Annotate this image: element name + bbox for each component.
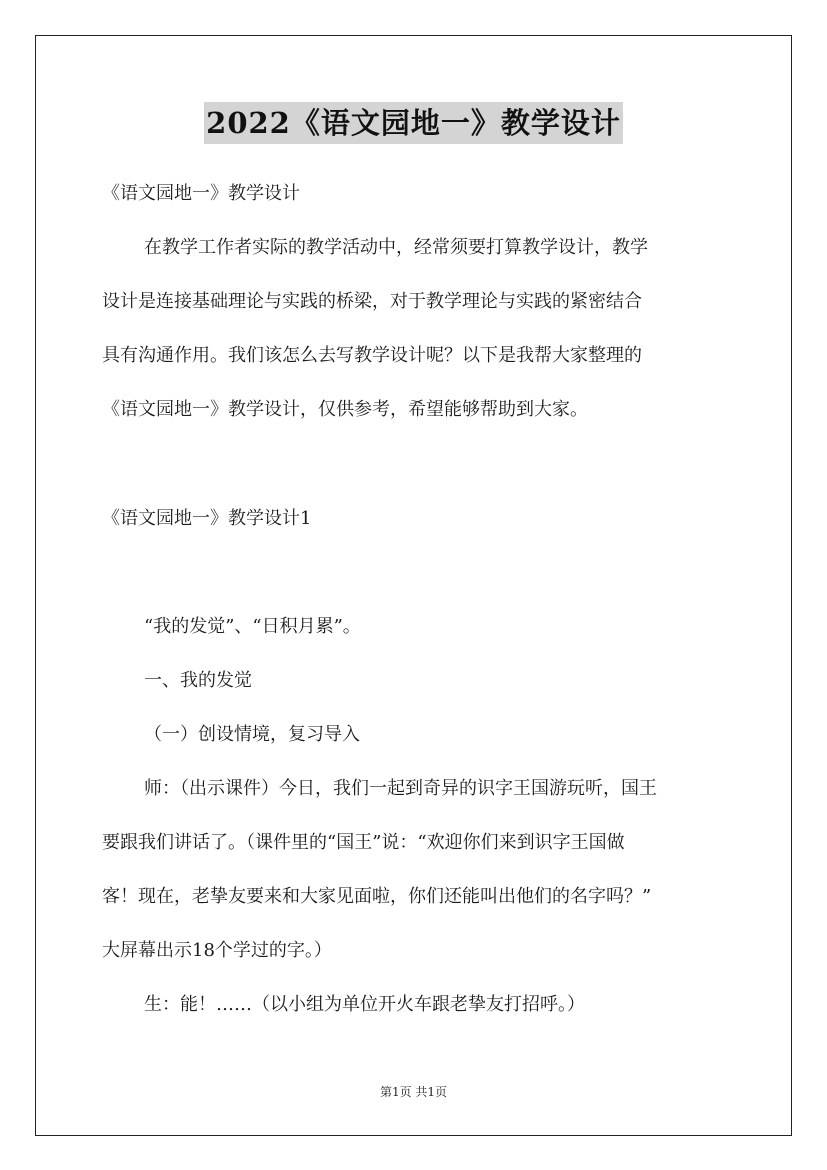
intro-line: 在教学工作者实际的教学活动中，经常须要打算教学设计，教学: [144, 237, 648, 258]
intro-line: 具有沟通作用。我们该怎么去写教学设计呢？以下是我帮大家整理的: [102, 345, 642, 366]
page-footer: [0, 1083, 827, 1100]
title-container: [0, 102, 827, 144]
teacher-line: 客！现在，老挚友要来和大家见面啦，你们还能叫出他们的名字吗？”: [102, 886, 652, 907]
topic-line: “我的发觉”、“日积月累”。: [144, 616, 361, 637]
section-heading: 《语文园地一》教学设计1: [102, 508, 312, 529]
page-number: 第1页 共1页: [379, 1085, 448, 1099]
step-heading: （一）创设情境，复习导入: [144, 724, 360, 745]
teacher-line: 要跟我们讲话了。（课件里的“国王”说：“欢迎你们来到识字王国做: [102, 832, 625, 853]
intro-line: 设计是连接基础理论与实践的桥梁，对于教学理论与实践的紧密结合: [102, 291, 642, 312]
subtitle: 《语文园地一》教学设计: [102, 183, 300, 204]
document-title: 2022《语文园地一》教学设计: [204, 102, 623, 144]
teacher-line: 师：（出示课件）今日，我们一起到奇异的识字王国游玩听，国王: [144, 778, 657, 799]
teacher-line: 大屏幕出示18个学过的字。）: [102, 940, 332, 961]
part-heading: 一、我的发觉: [144, 670, 252, 691]
student-line: 生：能！……（以小组为单位开火车跟老挚友打招呼。）: [144, 994, 585, 1015]
intro-line: 《语文园地一》教学设计，仅供参考，希望能够帮助到大家。: [102, 399, 588, 420]
